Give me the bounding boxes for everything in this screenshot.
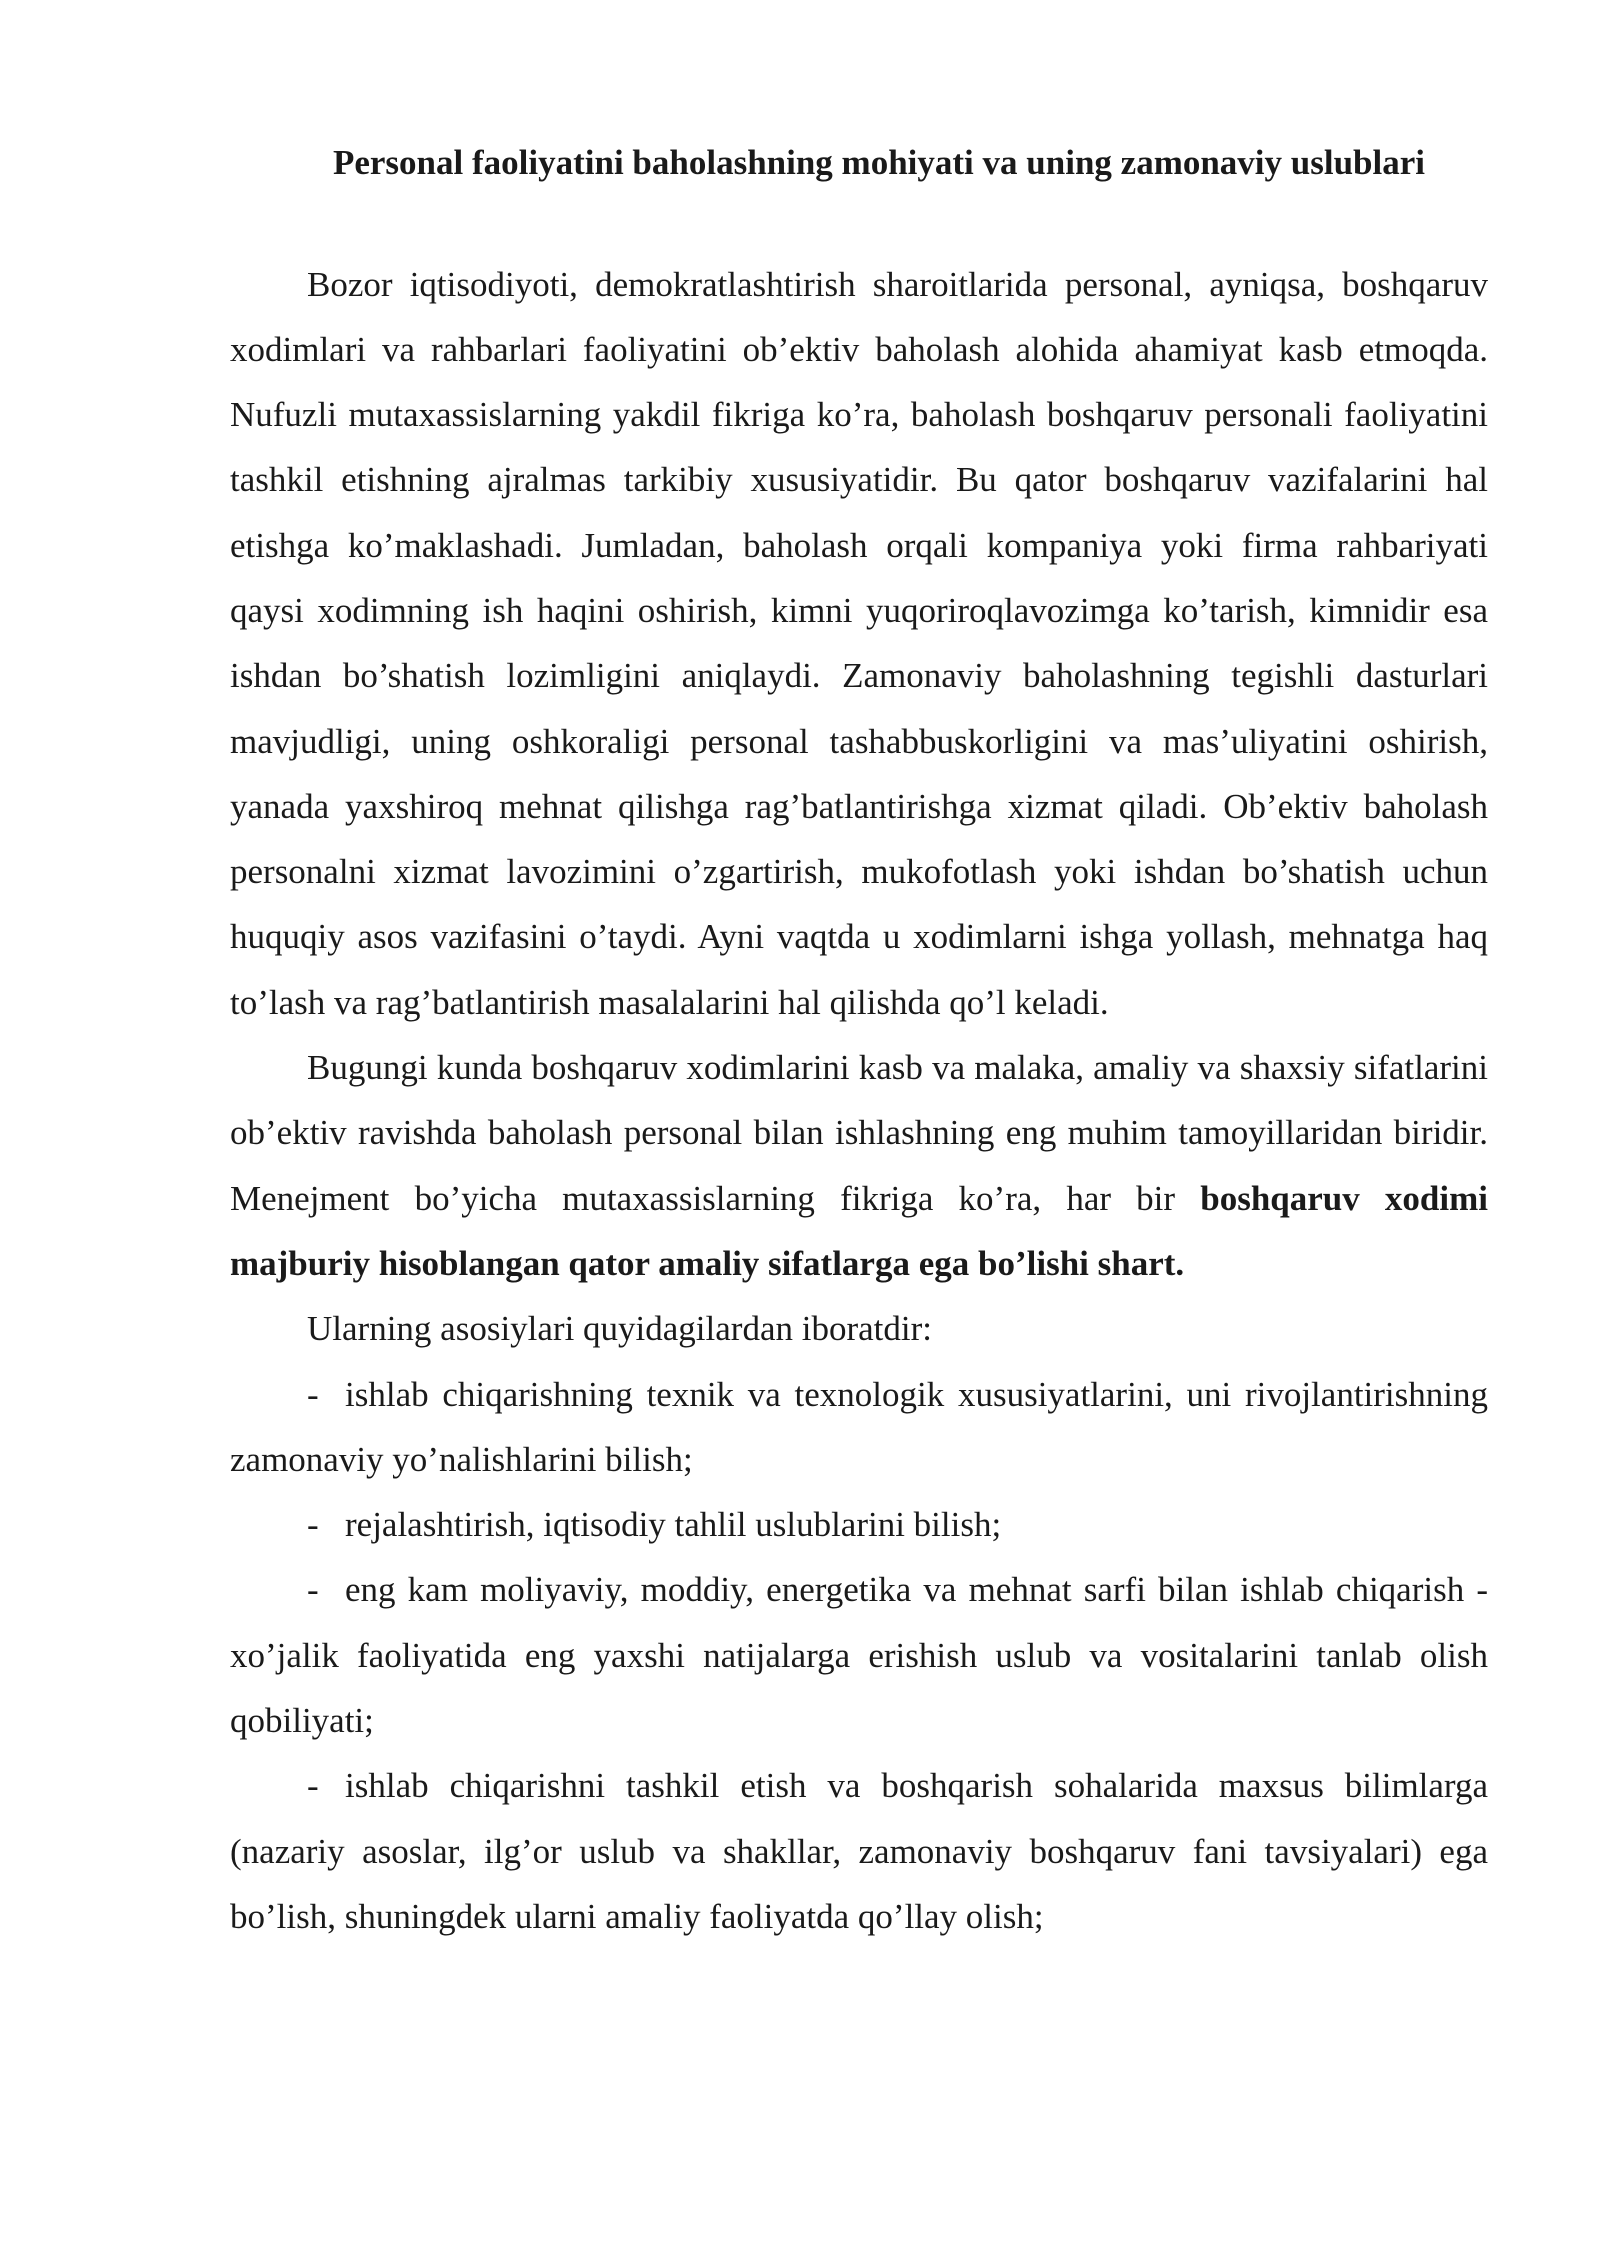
paragraph-2-bold-text: boshqaruv xodimi majburiy hisoblangan qator amaliy sifatlarga ega bo’lishi shart. [230, 1178, 1489, 1283]
list-item-text: eng kam moliyaviy, moddiy, energetika va mehnat sarfi bilan ishlab chiqarish - xo’jalik faoliyatida eng yaxshi natijalarga erishish uslub va vositalarini tanlab olish qobiliyati; [230, 1570, 1488, 1741]
list-item [230, 1557, 1488, 1753]
list-item [230, 1492, 1488, 1557]
list-item-text: ishlab chiqarishning texnik va texnologik xususiyatlarini, uni rivojlantirishning zamonaviy yo’nalishlarini bilish; [230, 1374, 1488, 1479]
list-item [230, 1753, 1488, 1949]
list-dash: - [307, 1374, 319, 1414]
list-item-text: ishlab chiqarishni tashkil etish va boshqarish sohalarida maxsus bilimlarga (nazariy asoslar, ilg’or uslub va shakllar, zamonaviy boshqaruv fani tavsiyalari) ega bo’lish, shuningdek ularni amaliy faoliyatda qo’llay olish; [230, 1766, 1488, 1936]
list-dash: - [307, 1570, 319, 1610]
list-item [230, 1362, 1488, 1493]
list-item-text: rejalashtirish, iqtisodiy tahlil uslublarini bilish; [345, 1505, 1002, 1545]
list-dash: - [307, 1766, 319, 1806]
paragraph-1: Bozor iqtisodiyoti, demokratlashtirish sharoitlarida personal, ayniqsa, boshqaruv xodimlari va rahbarlari faoliyatini ob’ektiv baholash alohida ahamiyat kasb etmoqda. Nufuzli mutaxassislarning yakdil fikriga ko’ra, baholash boshqaruv personali faoliyatini tashkil etishning ajralmas tarkibiy xususiyatidir. Bu qator boshqaruv vazifalarini hal etishga ko’maklashadi. Jumladan, baholash orqali kompaniya yoki firma rahbariyati qaysi xodimning ish haqini oshirish, kimni yuqoriroqlavozimga ko’tarish, kimnidir esa ishdan bo’shatish lozimligini aniqlaydi. Zamonaviy baholashning tegishli dasturlari mavjudligi, uning oshkoraligi personal tashabbuskorligini va mas’uliyatini oshirish, yanada yaxshiroq mehnat qilishga rag’batlantirishga xizmat qiladi. Ob’ektiv baholash personalni xizmat lavozimini o’zgartirish, mukofotlash yoki ishdan bo’shatish uchun huquqiy asos vazifasini o’taydi. Ayni vaqtda u xodimlarni ishga yollash, mehnatga haq to’lash va rag’batlantirish masalalarini hal qilishda qo’l keladi. [230, 264, 1488, 1022]
qualities-list [230, 1362, 1488, 1950]
paragraph-3: Ularning asosiylari quyidagilardan iboratdir: [307, 1309, 932, 1349]
list-dash: - [307, 1505, 319, 1545]
document-title: Personal faoliyatini baholashning mohiyati va uning zamonaviy uslublari [332, 143, 1426, 182]
document-page [230, 140, 1488, 1949]
paragraph-2 [230, 1035, 1488, 1296]
paragraph-2-text: Bugungi kunda boshqaruv xodimlarini kasb va malaka, amaliy va shaxsiy sifatlarini ob’ektiv ravishda baholash personal bilan ishlashning eng muhim tamoyillaridan biridir. Menejment bo’yicha mutaxassislarning fikriga ko’ra, har bir [230, 1048, 1488, 1218]
